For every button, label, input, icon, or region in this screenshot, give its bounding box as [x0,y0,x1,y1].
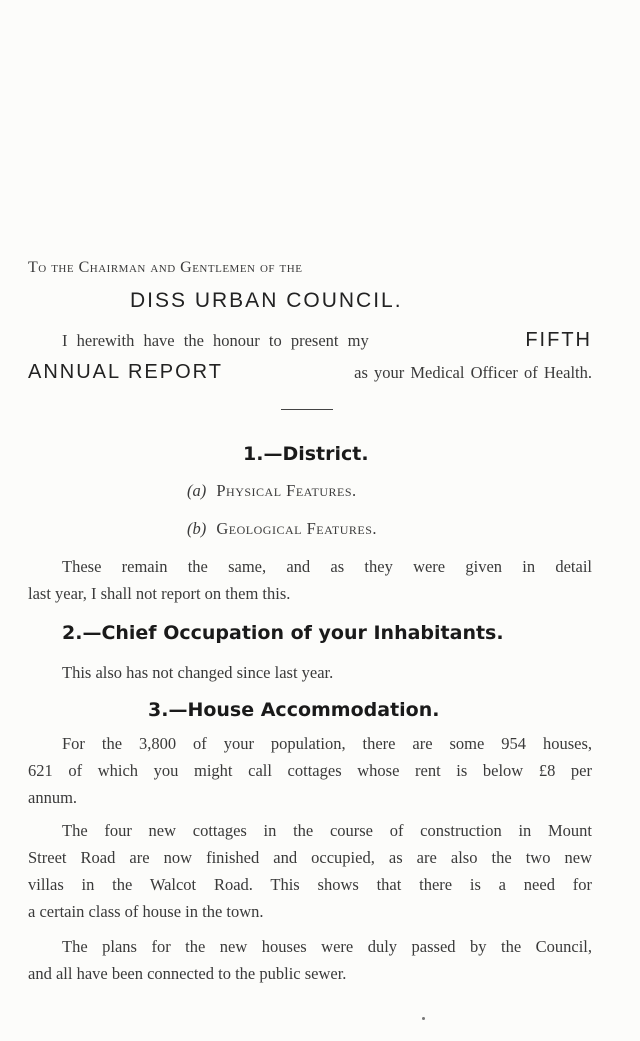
section-3-p2-line-2: Street Road are now finished and occupied, as are also the two new [28,848,592,867]
salutation: To the Chairman and Gentlemen of the [28,259,303,276]
subsection-b-text: Geological Features. [216,519,378,538]
subsection-b-label: (b) [187,519,207,538]
section-3-p3-line-2: and all have been connected to the public sewer. [28,964,347,983]
intro-line-2 [28,361,592,384]
section-3-p2-line-1: The four new cottages in the course of construction in Mount [62,821,592,840]
section-1-heading: 1.—District. [243,443,369,465]
divider-rule [281,409,333,410]
subsection-a [187,481,357,501]
section-3-p2-line-3: villas in the Walcot Road. This shows that there is a need for [28,875,592,894]
section-3-p1-line-2: 621 of which you might call cottages whose rent is below £8 per [28,761,592,780]
section-2-para: This also has not changed since last year. [62,663,334,682]
intro-fifth: FIFTH [525,329,592,351]
section-2-heading: 2.—Chief Occupation of your Inhabitants. [62,622,504,644]
section-3-p1-line-1: For the 3,800 of your population, there are some 954 houses, [62,734,592,753]
section-3-p3-line-1: The plans for the new houses were duly passed by the Council, [62,937,592,956]
subsection-a-text: Physical Features. [216,481,357,500]
subsection-b [187,519,377,539]
section-3-p1-line-3: annum. [28,788,78,807]
subsection-a-label: (a) [187,481,207,500]
intro-annual-report: ANNUAL REPORT [28,361,223,383]
section-3-heading: 3.—House Accommodation. [148,699,440,721]
section-1-para-line-1: These remain the same, and as they were given in detail [62,557,592,576]
ink-speck [422,1017,425,1020]
intro-text-2: as your Medical Officer of Health. [354,363,592,382]
section-1-para-line-2: last year, I shall not report on them this. [28,584,291,603]
section-3-p2-line-4: a certain class of house in the town. [28,902,264,921]
intro-text-1: I herewith have the honour to present my [62,331,369,350]
intro-line-1 [62,329,592,352]
council-title: DISS URBAN COUNCIL. [130,289,403,312]
